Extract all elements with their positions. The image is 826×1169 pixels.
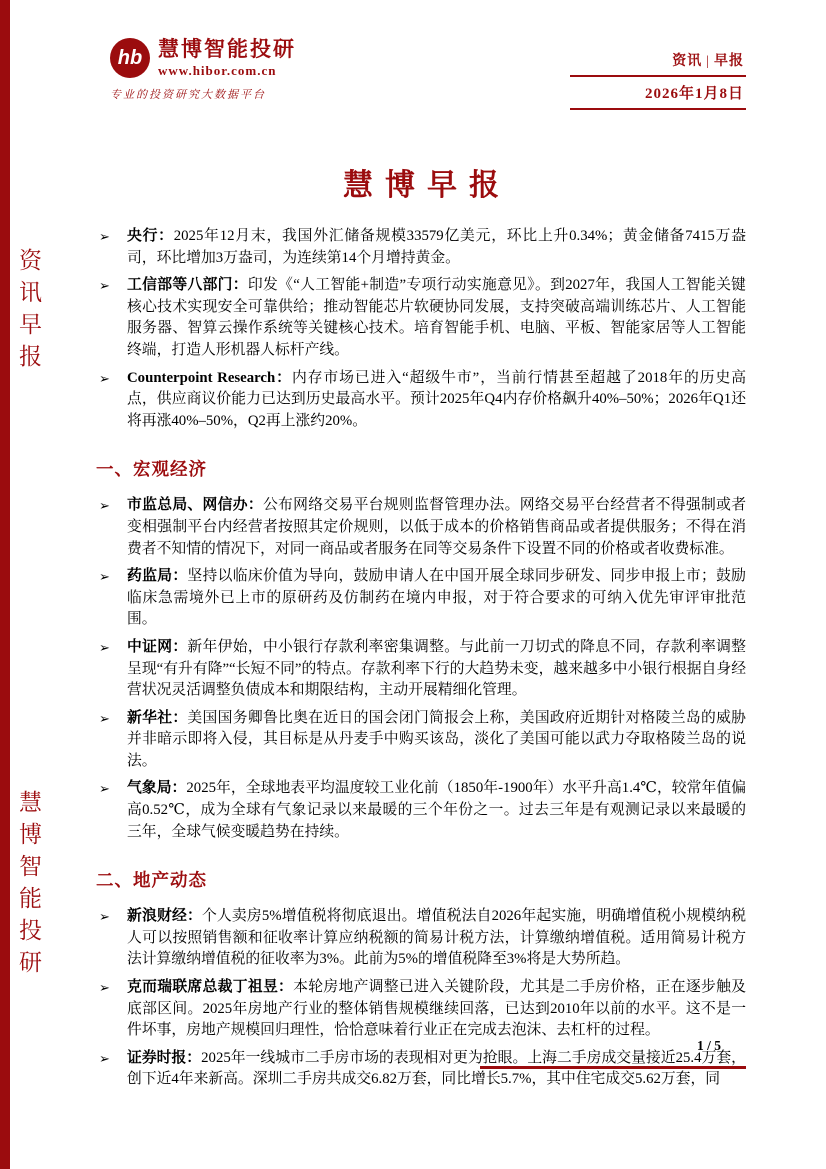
news-item-label: 克而瑞联席总裁丁祖昱：: [127, 979, 294, 996]
news-item: [96, 566, 746, 631]
arrow-bullet-icon: ➢: [99, 230, 110, 245]
report-body: [96, 0, 746, 1097]
news-item-label: Counterpoint Research：: [127, 369, 292, 386]
intro-news-list: [96, 226, 746, 432]
report-title: 慧博早报: [343, 169, 511, 202]
issue-category: 资讯: [672, 54, 703, 69]
brand-name: 慧博智能投研: [158, 38, 296, 61]
news-item-label: 新浪财经：: [127, 908, 202, 925]
news-item-text: 内存市场已进入“超级牛市”，当前行情甚至超越了2018年的历史高点，供应商议价能力已达到历史最高水平。预计2025年Q4内存价格飙升40%–50%；2026年Q1还将再涨40%–50%，Q2再上涨约20%。: [127, 369, 747, 429]
news-item-text: 2025年，全球地表平均温度较工业化前（1850年-1900年）水平升高1.4℃，较常年值偏高0.52℃，成为全球有气象记录以来最暖的三个年份之一。过去三年是有观测记录以来最暖的三年，全球气候变暖趋势在持续。: [127, 780, 746, 840]
news-item-label: 证券时报：: [127, 1049, 202, 1066]
news-item: [96, 708, 746, 773]
arrow-bullet-icon: ➢: [99, 981, 110, 997]
news-item-text: 个人卖房5%增值税将彻底退出。增值税法自2026年起实施，明确增值税小规模纳税人可以按照销售额和征收率计算应纳税额的简易计税方法，计算缴纳增值税。适用简易计税方法计算缴纳增值税的征收率为3%。此前为5%的增值税降至3%将是大势所趋。: [127, 908, 746, 968]
sidebar-vertical-label-top: 资讯早报: [16, 248, 42, 376]
news-item-label: 工信部等八部门：: [127, 277, 248, 294]
news-item-text: 美国国务卿鲁比奥在近日的国会闭门简报会上称，美国政府近期针对格陵兰岛的威胁并非暗示即将入侵，其目标是从丹麦手中购买该岛，淡化了美国可能以武力夺取格陵兰岛的说法。: [127, 709, 746, 769]
news-item: [96, 495, 746, 560]
sidebar-vertical-label-bottom: 慧博智能投研: [16, 790, 42, 982]
macro-news-list: [96, 495, 746, 843]
realestate-news-list: [96, 906, 746, 1091]
news-item-text: 2025年一线城市二手房市场的表现相对更为抢眼。上海二手房成交量接近25.4万套，创下近4年来新高。深圳二手房共成交6.82万套，同比增长5.7%，其中住宅成交5.62万套，同: [127, 1049, 746, 1088]
arrow-bullet-icon: ➢: [99, 910, 110, 926]
arrow-bullet-icon: ➢: [99, 1051, 110, 1067]
arrow-bullet-icon: ➢: [99, 782, 110, 798]
issue-date: 2026年1月8日: [570, 77, 746, 110]
brand-website: www.hibor.com.cn: [158, 63, 277, 78]
page-number: 1 / 5: [696, 1038, 721, 1053]
arrow-bullet-icon: ➢: [99, 570, 110, 586]
arrow-bullet-icon: ➢: [99, 640, 110, 656]
arrow-bullet-icon: ➢: [99, 711, 110, 727]
news-item: [96, 778, 746, 843]
arrow-bullet-icon: ➢: [99, 371, 110, 387]
news-item-text: 印发《“人工智能+制造”专项行动实施意见》。到2027年，我国人工智能关键核心技术实现安全可靠供给；推动智能芯片软硬协同发展，支持突破高端训练芯片、人工智能服务器、智算云操作系统等关键核心技术。培育智能手机、电脑、平板、智能家居等人工智能终端，打造人形机器人标杆产线。: [127, 277, 746, 358]
news-item: [96, 637, 746, 702]
arrow-bullet-icon: ➢: [99, 499, 110, 515]
news-item: [96, 226, 746, 269]
logo-monogram: hb: [117, 46, 143, 69]
news-item-label: 市监总局、网信办：: [127, 497, 263, 514]
news-item-label: 药监局：: [127, 568, 188, 585]
news-item-text: 本轮房地产调整已进入关键阶段，尤其是二手房价格，正在逐步触及底部区间。2025年房地产行业的整体销售规模继续回落，已达到2010年以前的水平。这不是一件坏事，房地产规模回归理性，恰恰意味着行业正在完成去泡沫、去杠杆的过程。: [127, 979, 746, 1039]
section-heading-realestate: 二、地产动态: [96, 870, 207, 891]
news-item: [96, 906, 746, 971]
news-item: [96, 368, 746, 433]
issue-divider: |: [706, 54, 710, 69]
section-heading-macro: 一、宏观经济: [96, 459, 207, 480]
news-item-label: 中证网：: [127, 638, 188, 655]
footer-rule: [480, 1066, 746, 1069]
news-item: [96, 1048, 746, 1091]
news-item: [96, 977, 746, 1042]
news-item-label: 气象局：: [127, 780, 187, 797]
news-item: [96, 275, 746, 361]
news-item-text: 2025年12月末，我国外汇储备规模33579亿美元，环比上升0.34%；黄金储备7415万盎司，环比增加3万盎司，为连续第14个月增持黄金。: [127, 228, 746, 266]
news-item-text: 公布网络交易平台规则监督管理办法。网络交易平台经营者不得强制或者变相强制平台内经营者按照其定价规则，以低于成本的价格销售商品或者提供服务；不得在消费者不知情的情况下，对同一商品或者服务在同等交易条件下设置不同的价格或者收费标准。: [127, 497, 746, 557]
brand-tagline: 专业的投资研究大数据平台: [110, 89, 266, 101]
arrow-bullet-icon: ➢: [99, 279, 110, 295]
news-item-label: 新华社：: [127, 709, 188, 726]
issue-subcategory: 早报: [714, 54, 744, 69]
news-item-label: 央行：: [127, 228, 174, 244]
news-item-text: 坚持以临床价值为导向，鼓励申请人在中国开展全球同步研发、同步申报上市；鼓励临床急需境外已上市的原研药及仿制药在境内申报，对于符合要求的可纳入优先审评审批范围。: [127, 568, 746, 628]
left-red-bar: [0, 0, 10, 1169]
news-item-text: 新年伊始，中小银行存款利率密集调整。与此前一刀切式的降息不同，存款利率调整呈现“有升有降”“长短不同”的特点。存款利率下行的大趋势未变，越来越多中小银行根据自身经营状况灵活调整负债成本和期限结构，主动开展精细化管理。: [127, 638, 746, 699]
